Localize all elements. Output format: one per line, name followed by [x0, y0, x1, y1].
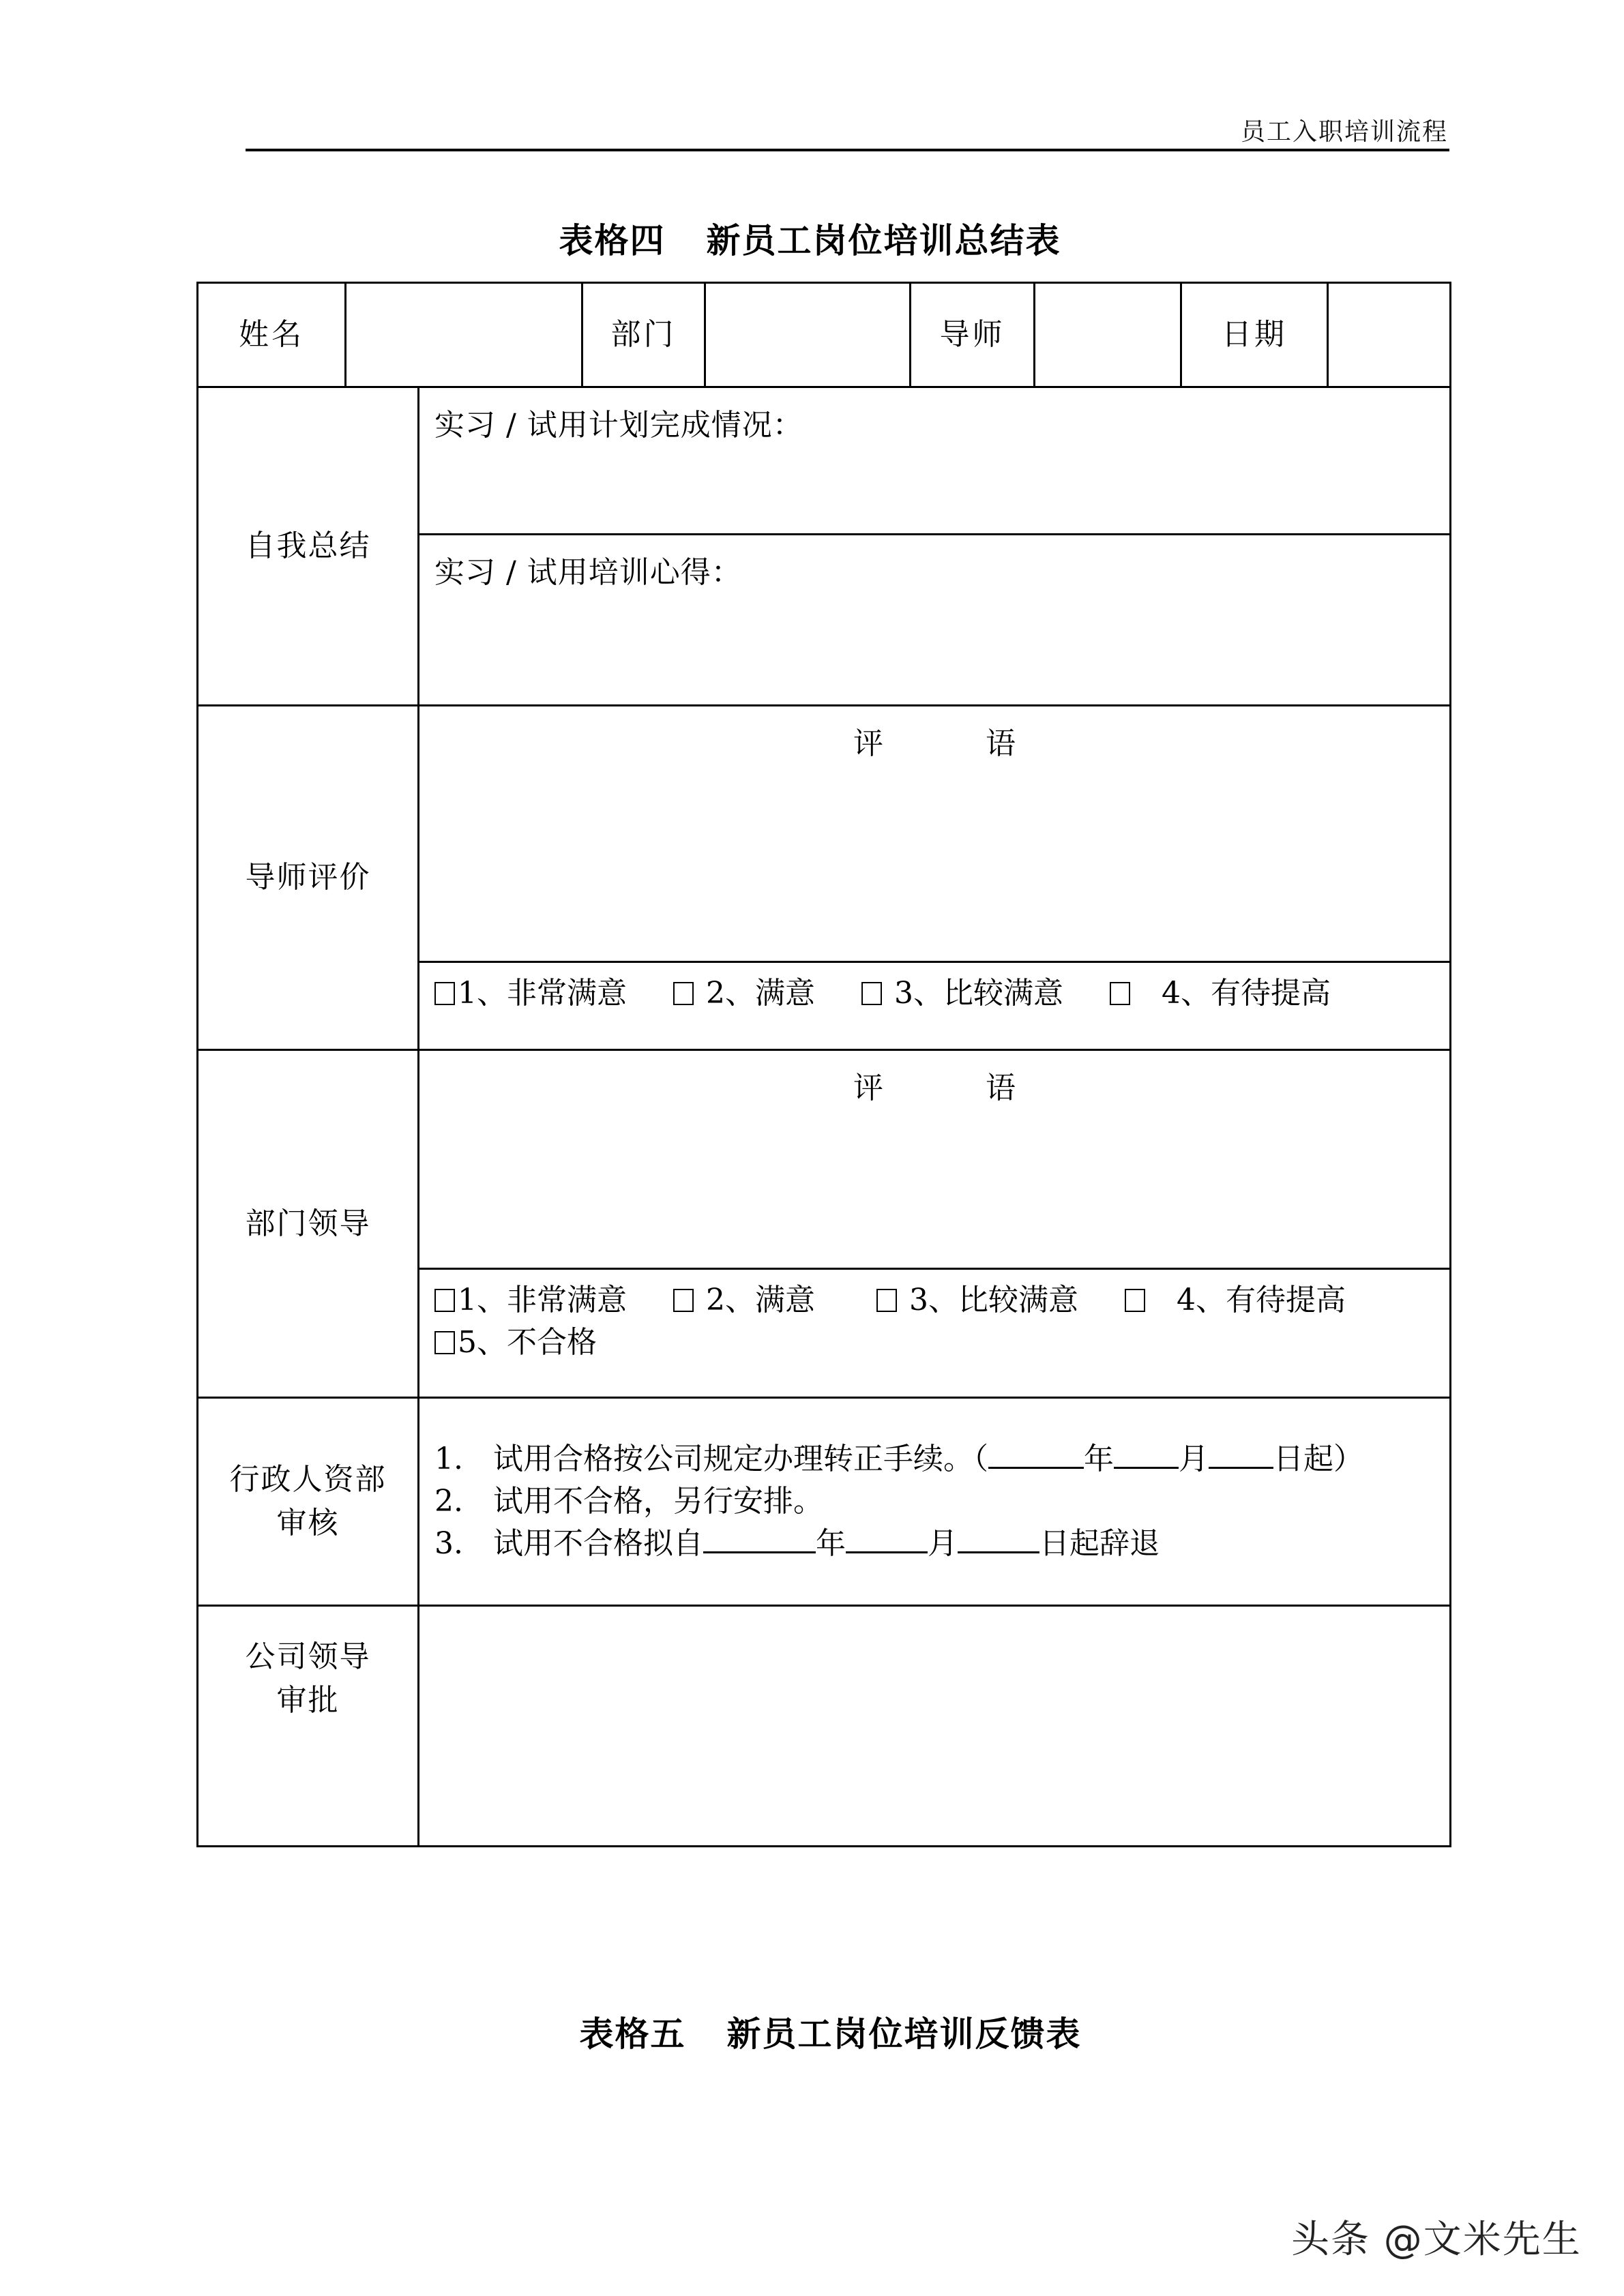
training-summary-table	[196, 282, 1451, 1847]
table4-title-prefix: 表格四	[559, 221, 666, 260]
dept-leader-comment-field[interactable]	[419, 1050, 1451, 1269]
mentor-option-1[interactable]: 1、非常满意	[434, 972, 627, 1015]
dept-field[interactable]	[705, 283, 911, 387]
mentor-option-4[interactable]: 4、有待提高	[1110, 972, 1331, 1015]
dept-leader-option-1[interactable]: 1、非常满意	[434, 1279, 627, 1322]
dept-leader-option-4[interactable]: 4、有待提高	[1125, 1279, 1346, 1322]
dept-leader-option-2[interactable]: 2、满意	[673, 1279, 815, 1322]
dept-leader-comment-heading-2: 语	[986, 1071, 1016, 1105]
mentor-comment-heading-1: 评	[853, 726, 883, 761]
plan-completion-label: 实习 / 试用计划完成情况：	[434, 408, 803, 443]
watermark: 头条 @文米先生	[1291, 2218, 1582, 2262]
mentor-option-3[interactable]: 3、比较满意	[861, 972, 1063, 1015]
training-insights-field[interactable]	[419, 535, 1451, 706]
mentor-rating-options	[419, 962, 1451, 1050]
month-blank[interactable]	[846, 1524, 928, 1553]
mentor-eval-row-1	[198, 706, 1451, 962]
day-blank[interactable]	[1209, 1440, 1273, 1469]
checkbox-icon[interactable]	[673, 1289, 694, 1312]
table4-title	[0, 213, 1622, 263]
checkbox-icon[interactable]	[434, 1289, 455, 1312]
date-field[interactable]	[1328, 283, 1451, 387]
dept-leader-rating-options	[419, 1269, 1451, 1398]
year-blank[interactable]	[988, 1440, 1084, 1469]
hr-option-2[interactable]: 2. 试用不合格，另行安排。	[434, 1484, 823, 1519]
date-label: 日期	[1181, 283, 1328, 387]
checkbox-icon[interactable]	[434, 982, 455, 1005]
dept-leader-comment-heading-1: 评	[853, 1071, 883, 1105]
dept-label: 部门	[582, 283, 705, 387]
name-label: 姓名	[198, 283, 346, 387]
table4-title-main: 新员工岗位培训总结表	[706, 221, 1061, 260]
plan-completion-field[interactable]	[419, 387, 1451, 535]
year-blank[interactable]	[703, 1524, 816, 1553]
checkbox-icon[interactable]	[1125, 1289, 1145, 1312]
hr-option-3[interactable]: 3. 试用不合格拟自 年 月 日起辞退	[434, 1523, 1449, 1565]
training-insights-label: 实习 / 试用培训心得：	[434, 555, 742, 590]
day-blank[interactable]	[958, 1524, 1039, 1553]
hr-review-options	[419, 1398, 1451, 1606]
month-blank[interactable]	[1114, 1440, 1179, 1469]
checkbox-icon[interactable]	[861, 982, 882, 1005]
mentor-field[interactable]	[1035, 283, 1181, 387]
dept-leader-row-1	[198, 1050, 1451, 1269]
hr-review-row	[198, 1398, 1451, 1606]
company-leader-row	[198, 1606, 1451, 1847]
checkbox-icon[interactable]	[876, 1289, 897, 1312]
mentor-comment-heading-2: 语	[986, 726, 1016, 761]
header-rule	[246, 149, 1449, 151]
mentor-label: 导师	[911, 283, 1035, 387]
checkbox-icon[interactable]	[673, 982, 694, 1005]
checkbox-icon[interactable]	[1110, 982, 1130, 1005]
mentor-option-2[interactable]: 2、满意	[673, 972, 815, 1015]
table5-title-prefix: 表格五	[579, 2014, 686, 2054]
table5-title	[18, 2007, 1624, 2056]
company-leader-approval-field[interactable]	[419, 1606, 1451, 1847]
hr-option-1[interactable]: 1. 试用合格按公司规定办理转正手续。（ 年 月 日起）	[434, 1438, 1449, 1480]
self-summary-label: 自我总结	[198, 387, 419, 706]
name-field[interactable]	[346, 283, 582, 387]
mentor-eval-label: 导师评价	[198, 706, 419, 1050]
mentor-comment-field[interactable]	[419, 706, 1451, 962]
hr-review-label: 行政人资部 审核	[198, 1398, 419, 1606]
dept-leader-option-3[interactable]: 3、比较满意	[876, 1279, 1078, 1322]
company-leader-label: 公司领导 审批	[198, 1606, 419, 1847]
table5-title-main: 新员工岗位培训反馈表	[726, 2014, 1082, 2054]
dept-leader-label: 部门领导	[198, 1050, 419, 1398]
self-summary-row-1	[198, 387, 1451, 535]
dept-leader-option-5[interactable]: 5、不合格	[434, 1322, 597, 1364]
info-row	[198, 283, 1451, 387]
checkbox-icon[interactable]	[434, 1331, 455, 1354]
running-header: 员工入职培训流程	[1240, 118, 1448, 146]
